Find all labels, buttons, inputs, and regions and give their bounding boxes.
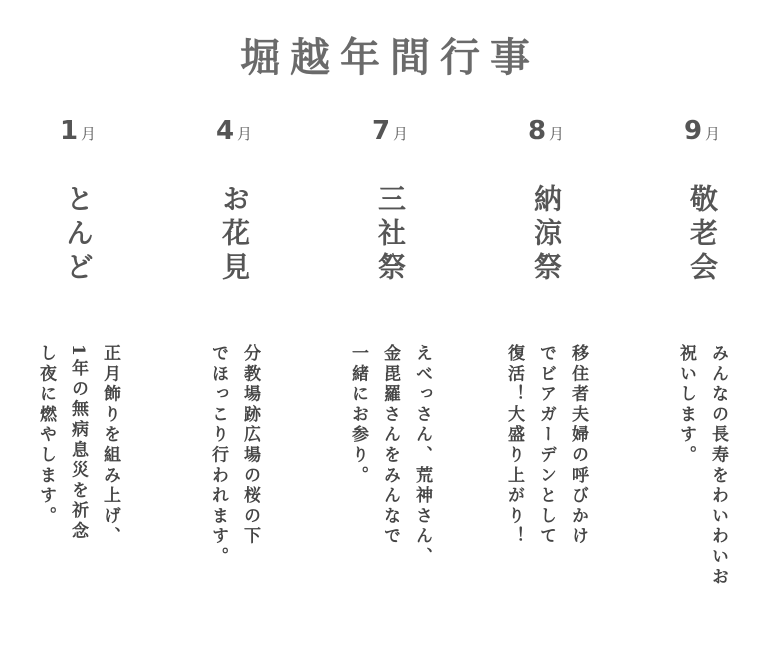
event-name-wrap <box>312 184 468 286</box>
event-description: みんなの長寿をわいわいお 祝いします。 <box>676 344 728 588</box>
event-description: えべっさん、荒神さん、 金毘羅さんをみんなで 一緒にお参り。 <box>348 344 432 568</box>
page-title: 堀越年間行事 <box>240 34 540 81</box>
month-unit: 月 <box>81 125 97 143</box>
month-label <box>312 116 468 146</box>
event-name: とんど <box>62 184 95 286</box>
event-name-wrap <box>468 184 624 286</box>
month-unit: 月 <box>549 125 565 143</box>
event-column-august <box>468 0 624 661</box>
event-column-july <box>312 0 468 661</box>
event-column-september <box>624 0 780 661</box>
month-unit: 月 <box>393 125 409 143</box>
event-name-wrap <box>0 184 156 286</box>
month-label <box>0 116 156 146</box>
event-description-wrap <box>156 344 312 644</box>
event-name: 三社祭 <box>374 184 407 286</box>
event-name: 敬老会 <box>686 184 719 286</box>
event-column-april <box>156 0 312 661</box>
event-description-wrap <box>468 344 624 644</box>
event-description-wrap <box>312 344 468 644</box>
event-name: 納涼祭 <box>530 184 563 286</box>
event-description: 分教場跡広場の桜の下 でほっこり行われます。 <box>208 344 260 568</box>
event-description: 正月飾りを組み上げ、 1年の無病息災を祈念 し夜に燃やします。 <box>36 344 120 547</box>
event-description-wrap <box>0 344 156 644</box>
month-label <box>624 116 780 146</box>
month-number: 8 <box>527 116 547 146</box>
month-unit: 月 <box>705 125 721 143</box>
event-name-wrap <box>156 184 312 286</box>
event-name-wrap <box>624 184 780 286</box>
month-number: 7 <box>371 116 391 146</box>
month-label <box>468 116 624 146</box>
month-number: 1 <box>59 116 79 146</box>
event-description: 移住者夫婦の呼びかけ でビアガーデンとして 復活！大盛り上がり！ <box>504 344 588 547</box>
event-description-wrap <box>624 344 780 644</box>
month-label <box>156 116 312 146</box>
month-unit: 月 <box>237 125 253 143</box>
event-column-january <box>0 0 156 661</box>
event-name: お花見 <box>218 184 251 286</box>
month-number: 4 <box>215 116 235 146</box>
month-number: 9 <box>683 116 703 146</box>
